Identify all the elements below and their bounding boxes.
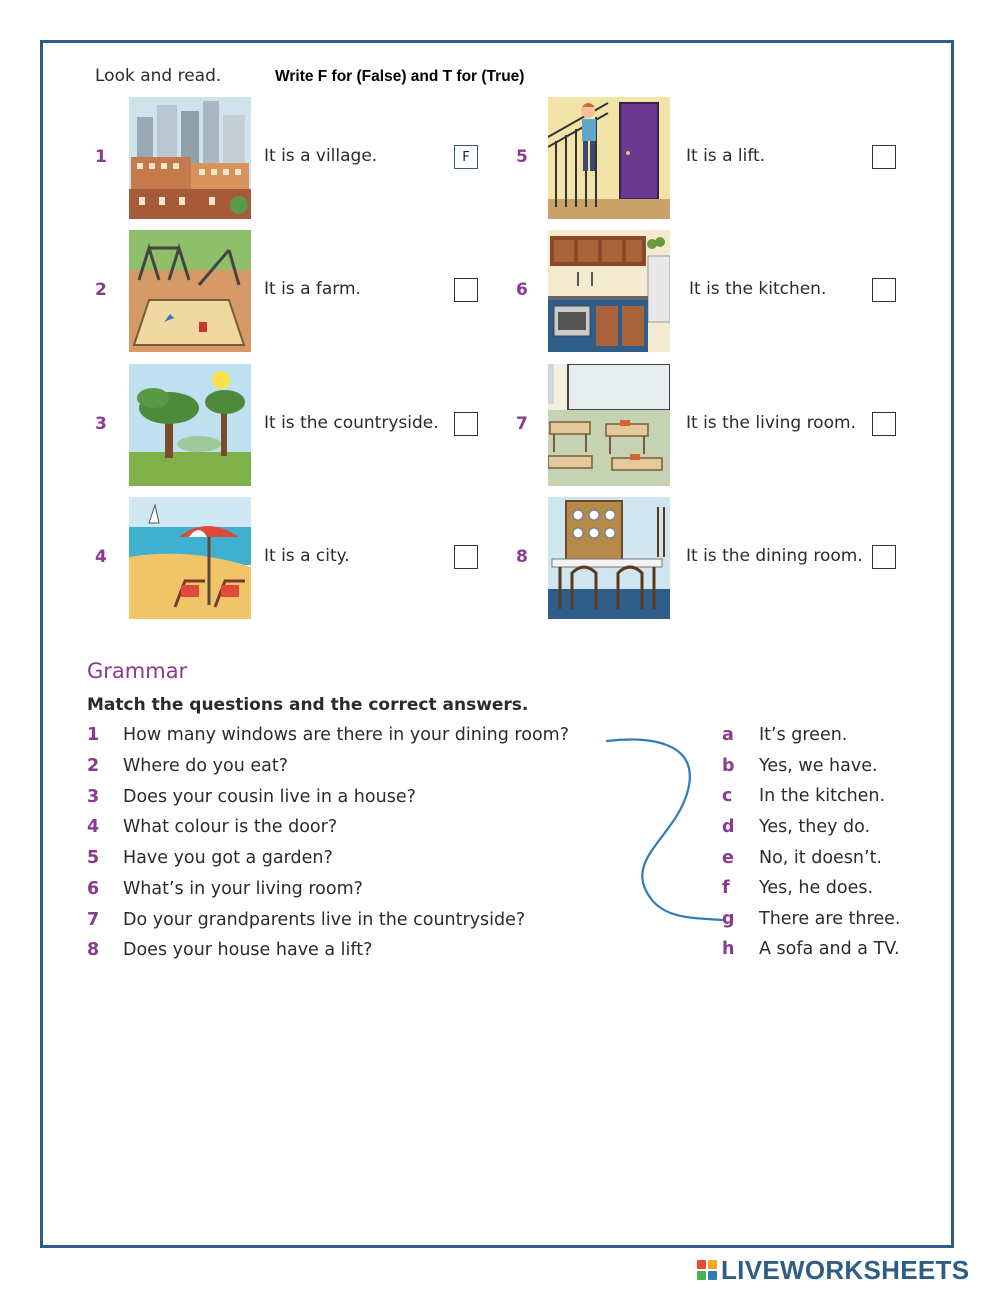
answer-box-7[interactable] <box>872 412 896 436</box>
question-row-5 <box>0 97 920 219</box>
grammar-question-1[interactable] <box>87 725 569 753</box>
question-text: It is a city. <box>264 546 350 566</box>
answer-box-1[interactable]: F <box>454 145 478 169</box>
grammar-answer-a[interactable] <box>722 725 847 753</box>
question-text: It is the dining room. <box>686 546 863 566</box>
answer-box-5[interactable] <box>872 145 896 169</box>
answer-box-8[interactable] <box>872 545 896 569</box>
grammar-answer-letter: f <box>722 878 730 898</box>
grammar-answer-text: Yes, they do. <box>759 817 871 837</box>
grammar-question-text: Have you got a garden? <box>123 848 333 868</box>
grammar-answer-letter: d <box>722 817 735 837</box>
grammar-answer-text: There are three. <box>759 909 901 929</box>
grammar-answer-text: A sofa and a TV. <box>759 939 900 959</box>
grammar-question-3[interactable] <box>87 787 416 815</box>
grammar-answer-letter: h <box>722 939 735 959</box>
grammar-question-text: How many windows are there in your dining room? <box>123 725 569 745</box>
grammar-question-number: 5 <box>87 848 100 868</box>
question-text: It is the kitchen. <box>689 279 827 299</box>
grammar-answer-text: Yes, he does. <box>759 878 874 898</box>
grammar-answer-text: It’s green. <box>759 725 848 745</box>
logo-icon <box>697 1260 717 1280</box>
question-number: 5 <box>516 147 528 167</box>
grammar-question-text: Where do you eat? <box>123 756 289 776</box>
brand-wordmark: LIVEWORKSHEETS <box>721 1254 970 1285</box>
question-number: 1 <box>95 147 107 167</box>
question-number: 7 <box>516 414 528 434</box>
grammar-question-text: What colour is the door? <box>123 817 338 837</box>
grammar-question-text: Does your cousin live in a house? <box>123 787 416 807</box>
grammar-answer-letter: c <box>722 786 733 806</box>
grammar-answer-letter: g <box>722 909 735 929</box>
grammar-question-7[interactable] <box>87 910 525 938</box>
question-number: 6 <box>516 280 528 300</box>
question-text: It is the countryside. <box>264 413 439 433</box>
grammar-answer-c[interactable] <box>722 786 885 814</box>
grammar-answer-text: Yes, we have. <box>759 756 878 776</box>
grammar-answer-e[interactable] <box>722 848 882 876</box>
grammar-answer-letter: e <box>722 848 734 868</box>
question-number: 3 <box>95 414 107 434</box>
question-row-8 <box>0 497 920 619</box>
dining-room-picture <box>548 497 670 619</box>
grammar-title: Grammar <box>87 659 188 683</box>
grammar-question-8[interactable] <box>87 940 372 968</box>
grammar-answer-text: No, it doesn’t. <box>759 848 882 868</box>
grammar-answer-b[interactable] <box>722 756 878 784</box>
grammar-question-4[interactable] <box>87 817 337 845</box>
grammar-question-5[interactable] <box>87 848 333 876</box>
question-number: 4 <box>95 547 107 567</box>
instruction-text: Write F for (False) and T for (True) <box>275 68 525 85</box>
grammar-instruction: Match the questions and the correct answers. <box>87 695 529 715</box>
grammar-question-number: 8 <box>87 940 100 960</box>
answer-box-6[interactable] <box>872 278 896 302</box>
question-row-6 <box>0 230 920 352</box>
grammar-question-text: What’s in your living room? <box>123 879 363 899</box>
grammar-question-text: Do your grandparents live in the countryside? <box>123 910 526 930</box>
grammar-answer-letter: b <box>722 756 735 776</box>
kitchen-picture <box>548 230 670 352</box>
liveworksheets-logo <box>697 1255 969 1285</box>
grammar-question-number: 7 <box>87 910 100 930</box>
grammar-question-number: 2 <box>87 756 100 776</box>
grammar-answer-d[interactable] <box>722 817 870 845</box>
grammar-answer-letter: a <box>722 725 734 745</box>
look-and-read-heading: Look and read. <box>95 66 222 86</box>
grammar-answer-f[interactable] <box>722 878 873 906</box>
grammar-question-number: 3 <box>87 787 100 807</box>
grammar-question-2[interactable] <box>87 756 288 784</box>
worksheet-frame <box>40 40 954 1248</box>
question-number: 2 <box>95 280 107 300</box>
classroom-picture <box>548 364 670 486</box>
grammar-answer-g[interactable] <box>722 909 900 937</box>
question-text: It is a lift. <box>686 146 766 166</box>
grammar-question-6[interactable] <box>87 879 363 907</box>
question-row-7 <box>0 364 920 486</box>
grammar-question-number: 1 <box>87 725 100 745</box>
grammar-answer-h[interactable] <box>722 939 900 967</box>
stairs-picture <box>548 97 670 219</box>
grammar-answer-text: In the kitchen. <box>759 786 886 806</box>
question-text: It is a village. <box>264 146 378 166</box>
grammar-question-number: 4 <box>87 817 100 837</box>
question-text: It is a farm. <box>264 279 361 299</box>
grammar-question-number: 6 <box>87 879 100 899</box>
question-text: It is the living room. <box>686 413 856 433</box>
question-number: 8 <box>516 547 528 567</box>
grammar-question-text: Does your house have a lift? <box>123 940 373 960</box>
